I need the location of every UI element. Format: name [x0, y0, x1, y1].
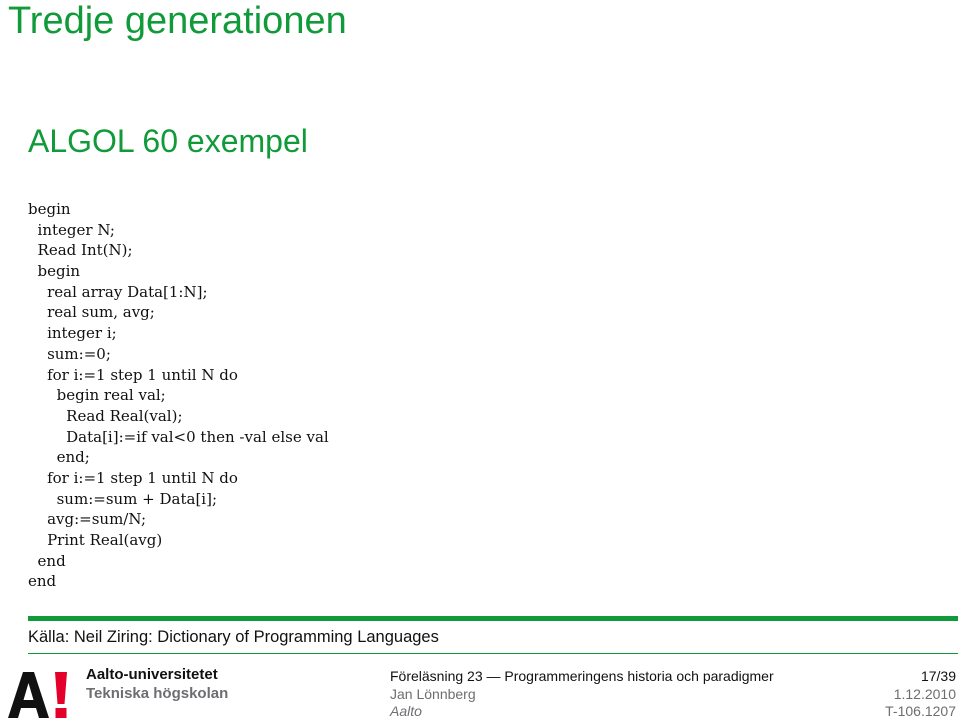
code-line: real array Data[1:N];: [28, 282, 208, 301]
code-line: end;: [28, 448, 90, 467]
code-line: end: [28, 572, 57, 591]
section-heading: ALGOL 60 exempel: [28, 123, 308, 159]
code-line: integer N;: [28, 220, 115, 239]
code-line: sum:=sum + Data[i];: [28, 489, 217, 508]
logo-exclamation-dot: [56, 708, 67, 718]
logo-exclamation-bar: [55, 672, 67, 704]
course-code: T-106.1207: [885, 703, 956, 719]
code-block: [28, 199, 728, 592]
organization-name: Aalto: [390, 703, 422, 719]
code-line: Data[i]:=if val<0 then -val else val: [28, 427, 329, 446]
code-line: integer i;: [28, 324, 117, 343]
code-line: Print Real(avg): [28, 531, 163, 549]
code-line: begin: [28, 262, 81, 281]
university-name: Aalto-universitetet: [86, 666, 218, 683]
lecture-title: Föreläsning 23 — Programmeringens historia och paradigmer: [390, 668, 774, 684]
code-line: sum:=0;: [28, 344, 111, 363]
author-name: Jan Lönnberg: [390, 686, 476, 702]
school-name: Tekniska högskolan: [86, 685, 229, 702]
code-line: begin: [28, 200, 71, 218]
source-divider-thick: [28, 616, 958, 621]
code-line: for i:=1 step 1 until N do: [28, 365, 238, 384]
code-line: end: [28, 551, 66, 570]
lecture-date: 1.12.2010: [893, 686, 956, 702]
code-line: real sum, avg;: [28, 303, 155, 322]
source-citation: Källa: Neil Ziring: Dictionary of Programming Languages: [28, 628, 439, 646]
code-line: Read Real(val);: [28, 406, 183, 425]
page-number: 17/39: [920, 668, 956, 684]
code-line: for i:=1 step 1 until N do: [28, 468, 238, 487]
aalto-logo-icon: [8, 670, 72, 718]
code-line: Read Int(N);: [28, 241, 133, 260]
slide-title: Tredje generationen: [8, 0, 347, 42]
source-divider-thin: [28, 653, 958, 654]
code-line: avg:=sum/N;: [28, 510, 146, 529]
code-line: begin real val;: [28, 386, 166, 405]
